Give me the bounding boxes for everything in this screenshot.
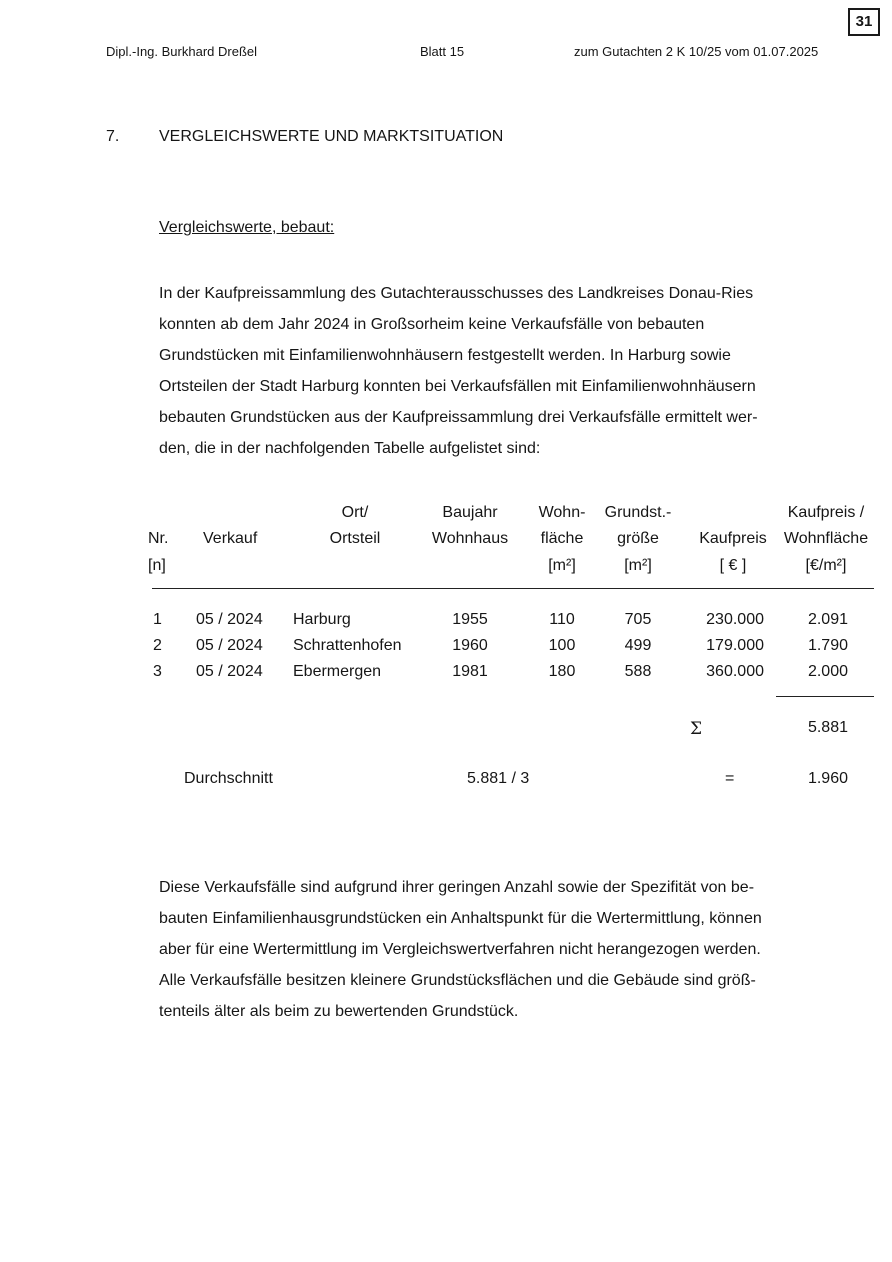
cell-wfl: 110 (549, 611, 575, 628)
cell-grund: 705 (624, 611, 652, 628)
text-line: Grundstücken mit Einfamilienwohnhäusern festgestellt werden. In Harburg sowie (159, 347, 731, 364)
header-nr-unit: [n] (148, 557, 166, 574)
text-line: tenteils älter als beim zu bewertenden Grundstück. (159, 1003, 519, 1020)
text-line: bebauten Grundstücken aus der Kaufpreissammlung drei Verkaufsfälle ermittelt wer- (159, 409, 758, 426)
subheading: Vergleichswerte, bebaut: (159, 219, 335, 236)
cell-preis-wfl: 2.000 (807, 663, 848, 680)
cell-ort: Harburg (293, 611, 351, 628)
text-line: bauten Einfamilienhausgrundstücken ein Anhaltspunkt für die Wertermittlung, können (159, 910, 762, 927)
intro-paragraph (159, 278, 839, 464)
header-author: Dipl.-Ing. Burkhard Dreßel (106, 44, 257, 59)
header-grund-unit: [m²] (624, 557, 652, 574)
header-sheet: Blatt 15 (420, 44, 465, 59)
text-line: In der Kaufpreissammlung des Gutachterausschusses des Landkreises Donau-Ries (159, 285, 754, 302)
text-line: Diese Verkaufsfälle sind aufgrund ihrer geringen Anzahl sowie der Spezifität von be- (159, 879, 755, 896)
closing-paragraph (159, 872, 839, 1027)
cell-preis-wfl: 2.091 (807, 611, 848, 628)
header-wohnflaeche: Wohnfläche (783, 530, 869, 547)
sum-rule (776, 696, 874, 697)
average-formula: 5.881 / 3 (467, 770, 530, 787)
header-grundst: Grundst.- (604, 504, 672, 521)
header-verkauf: Verkauf (203, 530, 258, 547)
sum-symbol: Σ (690, 719, 703, 739)
header-kaufpreis-unit: [ € ] (719, 557, 747, 574)
cell-grund: 499 (624, 637, 652, 654)
table-header-rule (152, 588, 874, 589)
average-value: 1.960 (807, 770, 848, 787)
header-ort: Ort/ (341, 504, 369, 521)
cell-baujahr: 1981 (452, 663, 488, 680)
header-wohnhaus: Wohnhaus (431, 530, 509, 547)
cell-ort: Ebermergen (293, 663, 382, 680)
section-number: 7. (106, 128, 120, 145)
header-nr: Nr. (148, 530, 169, 547)
header-flaeche: fläche (540, 530, 584, 547)
text-line: den, die in der nachfolgenden Tabelle aufgelistet sind: (159, 440, 541, 457)
average-equals: = (725, 770, 735, 787)
header-wohn: Wohn- (538, 504, 586, 521)
text-line: Ortsteilen der Stadt Harburg konnten bei Verkaufsfällen mit Einfamilienwohnhäusern (159, 378, 756, 395)
text-line: aber für eine Wertermittlung im Vergleichswertverfahren nicht herangezogen werden. (159, 941, 761, 958)
average-label: Durchschnitt (184, 770, 273, 787)
cell-wfl: 100 (548, 637, 576, 654)
header-kaufpreis-wfl-unit: [€/m²] (805, 557, 847, 574)
header-baujahr: Baujahr (442, 504, 498, 521)
header-reference: zum Gutachten 2 K 10/25 vom 01.07.2025 (574, 44, 819, 59)
header-kaufpreis: Kaufpreis (699, 530, 767, 547)
cell-nr: 2 (153, 637, 162, 654)
cell-ort: Schrattenhofen (293, 637, 402, 654)
cell-preis: 360.000 (706, 663, 764, 680)
cell-grund: 588 (624, 663, 652, 680)
cell-wfl: 180 (548, 663, 576, 680)
cell-verkauf: 05 / 2024 (196, 663, 263, 680)
cell-baujahr: 1955 (452, 611, 488, 628)
cell-preis: 230.000 (706, 611, 764, 628)
cell-preis-wfl: 1.790 (807, 637, 848, 654)
cell-preis: 179.000 (706, 637, 764, 654)
cell-nr: 3 (153, 663, 162, 680)
sum-value: 5.881 (807, 719, 848, 736)
cell-baujahr: 1960 (452, 637, 488, 654)
page-number-box: 31 (848, 8, 880, 36)
cell-nr: 1 (153, 611, 162, 628)
header-ortsteil: Ortsteil (329, 530, 381, 547)
cell-verkauf: 05 / 2024 (196, 637, 263, 654)
section-title: VERGLEICHSWERTE UND MARKTSITUATION (159, 128, 504, 145)
cell-verkauf: 05 / 2024 (196, 611, 263, 628)
header-kaufpreis-wfl: Kaufpreis / (787, 504, 865, 521)
text-line: konnten ab dem Jahr 2024 in Großsorheim keine Verkaufsfälle von bebauten (159, 316, 705, 333)
header-groesse: größe (617, 530, 659, 547)
header-wfl-unit: [m²] (548, 557, 576, 574)
text-line: Alle Verkaufsfälle besitzen kleinere Grundstücksflächen und die Gebäude sind größ- (159, 972, 756, 989)
